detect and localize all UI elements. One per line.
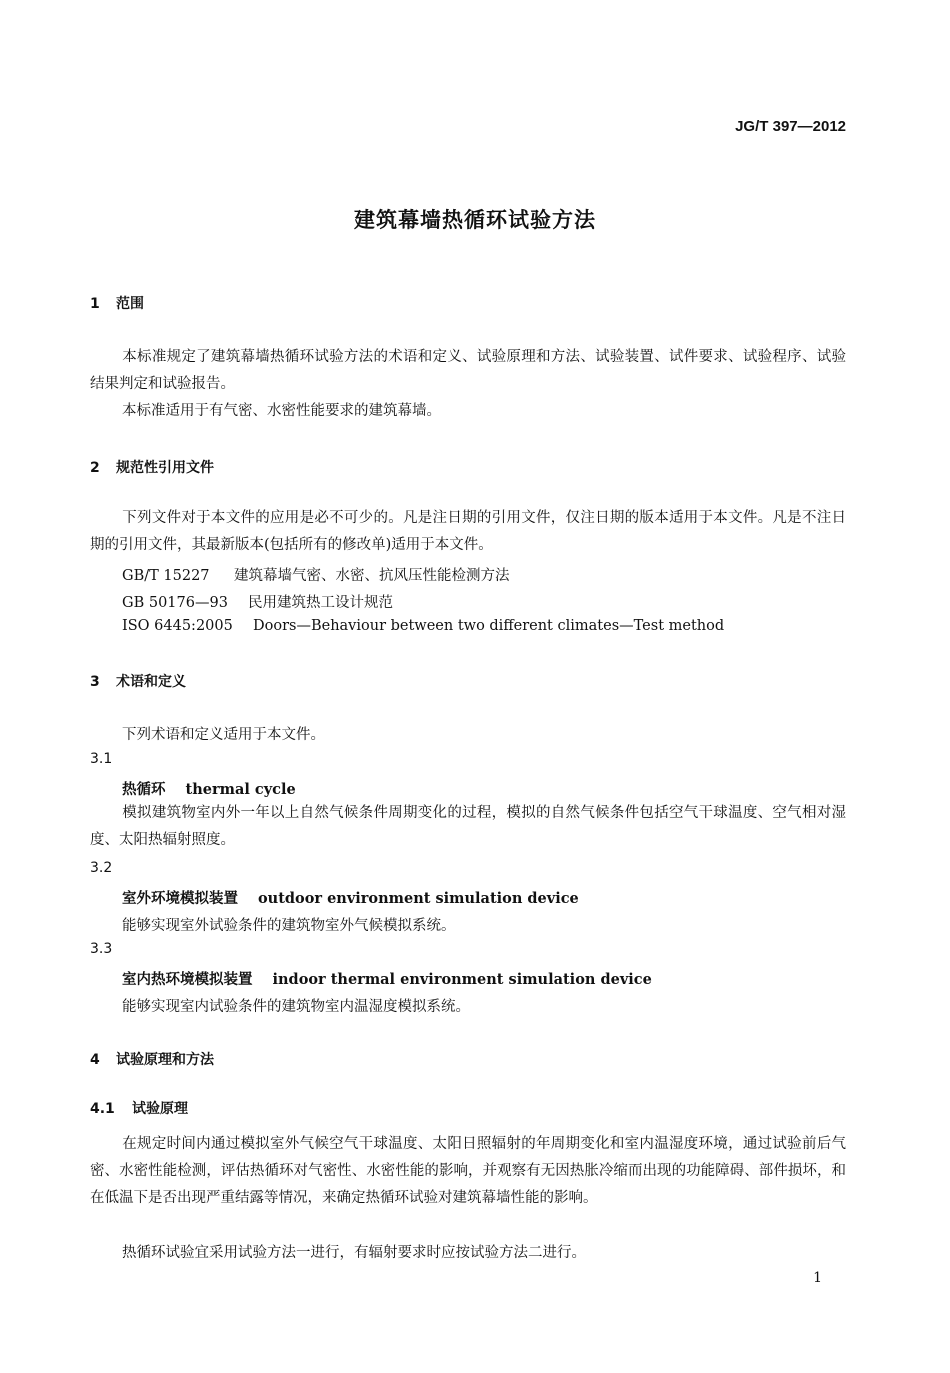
subsection-number: 4.1 (90, 1101, 115, 1117)
section-2-heading (90, 457, 214, 477)
reference-title: 民用建筑热工设计规范 (248, 595, 393, 611)
section-number: 1 (90, 296, 100, 312)
definition-text: 模拟建筑物室内外一年以上自然气候条件周期变化的过程，模拟的自然气候条件包括空气干球温度、空气相对湿度、太阳热辐射照度。 (90, 805, 846, 848)
section-title: 范围 (116, 296, 144, 312)
page-number: 1 (813, 1270, 822, 1286)
section-1-paragraph-1 (90, 344, 846, 398)
clause-number: 3.3 (90, 941, 113, 957)
term-entry (122, 778, 296, 799)
paragraph-text: 本标准适用于有气密、水密性能要求的建筑幕墙。 (122, 403, 441, 419)
document-title: 建筑幕墙热循环试验方法 (354, 208, 596, 232)
section-title: 试验原理和方法 (116, 1052, 214, 1068)
reference-code: GB 50176—93 (122, 595, 228, 611)
section-number: 4 (90, 1052, 100, 1068)
term-en: thermal cycle (185, 781, 296, 798)
section-3-intro: 下列术语和定义适用于本文件。 (122, 727, 325, 743)
section-1-paragraph-2 (90, 398, 846, 425)
standard-number: JG/T 397—2012 (735, 118, 846, 135)
term-en: outdoor environment simulation device (258, 890, 579, 907)
term-en: indoor thermal environment simulation device (272, 971, 652, 988)
section-1-heading (90, 293, 144, 313)
normative-reference (122, 564, 510, 585)
reference-title: 建筑幕墙气密、水密、抗风压性能检测方法 (234, 568, 510, 584)
term-zh: 热循环 (122, 782, 166, 798)
reference-code: GB/T 15227 (122, 568, 210, 584)
clause-number: 3.1 (90, 751, 113, 767)
term-definition: 能够实现室内试验条件的建筑物室内温湿度模拟系统。 (122, 999, 470, 1015)
subsection-4-1-paragraph-2 (90, 1240, 846, 1267)
term-entry (122, 968, 652, 989)
normative-reference (122, 618, 724, 634)
section-2-paragraph-1 (90, 505, 846, 559)
term-zh: 室内热环境模拟装置 (122, 972, 253, 988)
subsection-4-1-paragraph-1 (90, 1131, 846, 1212)
normative-reference (122, 591, 393, 612)
paragraph-text: 下列文件对于本文件的应用是必不可少的。凡是注日期的引用文件，仅注日期的版本适用于本文件。凡是不注日期的引用文件，其最新版本(包括所有的修改单)适用于本文件。 (90, 510, 846, 553)
section-number: 2 (90, 460, 100, 476)
subsection-4-1-heading (90, 1098, 188, 1118)
paragraph-text: 热循环试验宜采用试验方法一进行，有辐射要求时应按试验方法二进行。 (122, 1245, 586, 1261)
reference-title: Doors—Behaviour between two different climates—Test method (253, 618, 725, 634)
term-zh: 室外环境模拟装置 (122, 891, 238, 907)
term-definition (90, 800, 846, 854)
section-title: 规范性引用文件 (116, 460, 214, 476)
subsection-title: 试验原理 (132, 1101, 188, 1117)
section-number: 3 (90, 674, 100, 690)
reference-code: ISO 6445:2005 (122, 618, 233, 634)
paragraph-text: 本标准规定了建筑幕墙热循环试验方法的术语和定义、试验原理和方法、试验装置、试件要求、试验程序、试验结果判定和试验报告。 (90, 349, 846, 392)
paragraph-text: 在规定时间内通过模拟室外气候空气干球温度、太阳日照辐射的年周期变化和室内温湿度环境，通过试验前后气密、水密性能检测，评估热循环对气密性、水密性能的影响，并观察有无因热胀冷缩而出现的功能障碍、部件损坏，和在低温下是否出现严重结露等情况，来确定热循环试验对建筑幕墙性能的影响。 (90, 1136, 846, 1206)
term-definition: 能够实现室外试验条件的建筑物室外气候模拟系统。 (122, 918, 456, 934)
section-3-heading (90, 671, 186, 691)
section-4-heading (90, 1049, 214, 1069)
clause-number: 3.2 (90, 860, 113, 876)
section-title: 术语和定义 (116, 674, 186, 690)
term-entry (122, 887, 579, 908)
